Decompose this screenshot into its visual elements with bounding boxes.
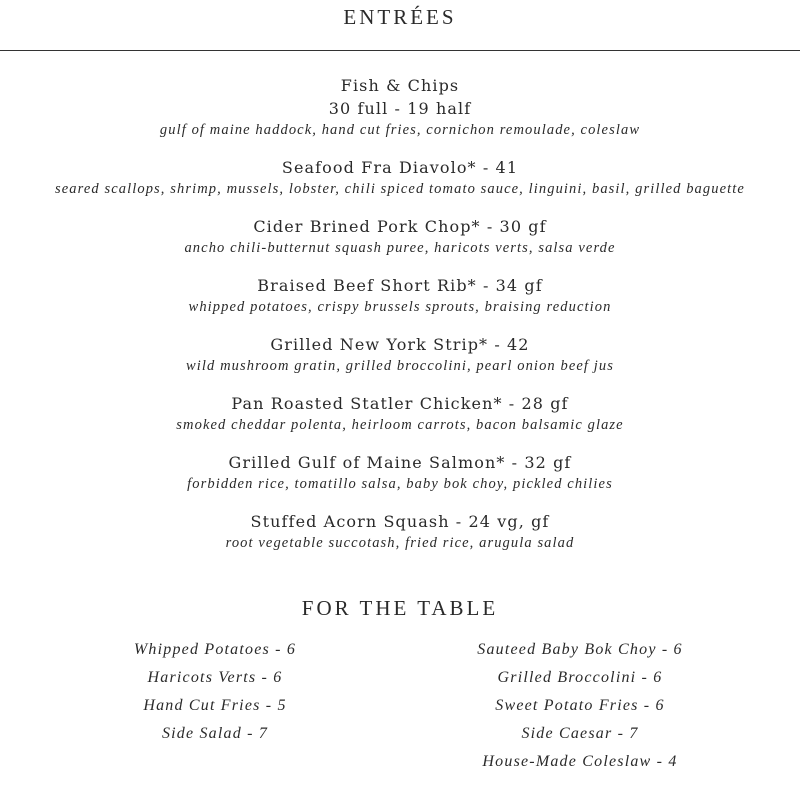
side-item: House-Made Coleslaw - 4 xyxy=(482,753,678,770)
side-item: Side Caesar - 7 xyxy=(521,725,639,742)
dish-item xyxy=(0,392,800,435)
side-item: Hand Cut Fries - 5 xyxy=(143,697,287,714)
heading-divider xyxy=(0,50,800,51)
dish-item xyxy=(0,156,800,199)
dish-description: wild mushroom gratin, grilled broccolini, pearl onion beef jus xyxy=(185,358,614,374)
dish-description: ancho chili-butternut squash puree, haricots verts, salsa verde xyxy=(184,240,616,256)
side-item: Side Salad - 7 xyxy=(161,725,269,742)
dish-name: Stuffed Acorn Squash - 24 vg, gf xyxy=(250,512,550,531)
sides-column-left xyxy=(15,636,415,748)
side-item: Haricots Verts - 6 xyxy=(147,669,283,686)
dish-description: seared scallops, shrimp, mussels, lobster, chili spiced tomato sauce, linguini, basil, grilled baguette xyxy=(55,181,745,197)
side-item: Sweet Potato Fries - 6 xyxy=(495,697,665,714)
dish-description: smoked cheddar polenta, heirloom carrots, bacon balsamic glaze xyxy=(176,417,624,433)
dish-name: Cider Brined Pork Chop* - 30 gf xyxy=(253,217,547,236)
dish-name: Grilled New York Strip* - 42 xyxy=(270,335,530,354)
dish-name: Seafood Fra Diavolo* - 41 xyxy=(281,158,519,177)
for-the-table-heading: FOR THE TABLE xyxy=(301,596,499,620)
side-item: Sauteed Baby Bok Choy - 6 xyxy=(477,641,683,658)
side-item: Grilled Broccolini - 6 xyxy=(497,669,663,686)
entrees-list xyxy=(0,74,800,569)
sides-column-right xyxy=(380,636,780,776)
dish-description: gulf of maine haddock, hand cut fries, cornichon remoulade, coleslaw xyxy=(159,122,641,138)
dish-item xyxy=(0,333,800,376)
dish-name: Grilled Gulf of Maine Salmon* - 32 gf xyxy=(228,453,572,472)
dish-name: Braised Beef Short Rib* - 34 gf xyxy=(257,276,543,295)
dish-item xyxy=(0,274,800,317)
dish-description: whipped potatoes, crispy brussels sprouts, braising reduction xyxy=(188,299,612,315)
dish-item xyxy=(0,510,800,553)
entrees-heading: ENTRÉES xyxy=(343,5,457,29)
dish-item xyxy=(0,74,800,140)
dish-item xyxy=(0,215,800,258)
dish-name: Pan Roasted Statler Chicken* - 28 gf xyxy=(231,394,569,413)
dish-name: Fish & Chips xyxy=(340,76,460,95)
side-item: Whipped Potatoes - 6 xyxy=(133,641,297,658)
dish-description: root vegetable succotash, fried rice, arugula salad xyxy=(225,535,575,551)
dish-price: 30 full - 19 half xyxy=(328,99,472,118)
dish-item xyxy=(0,451,800,494)
dish-description: forbidden rice, tomatillo salsa, baby bok choy, pickled chilies xyxy=(187,476,613,492)
